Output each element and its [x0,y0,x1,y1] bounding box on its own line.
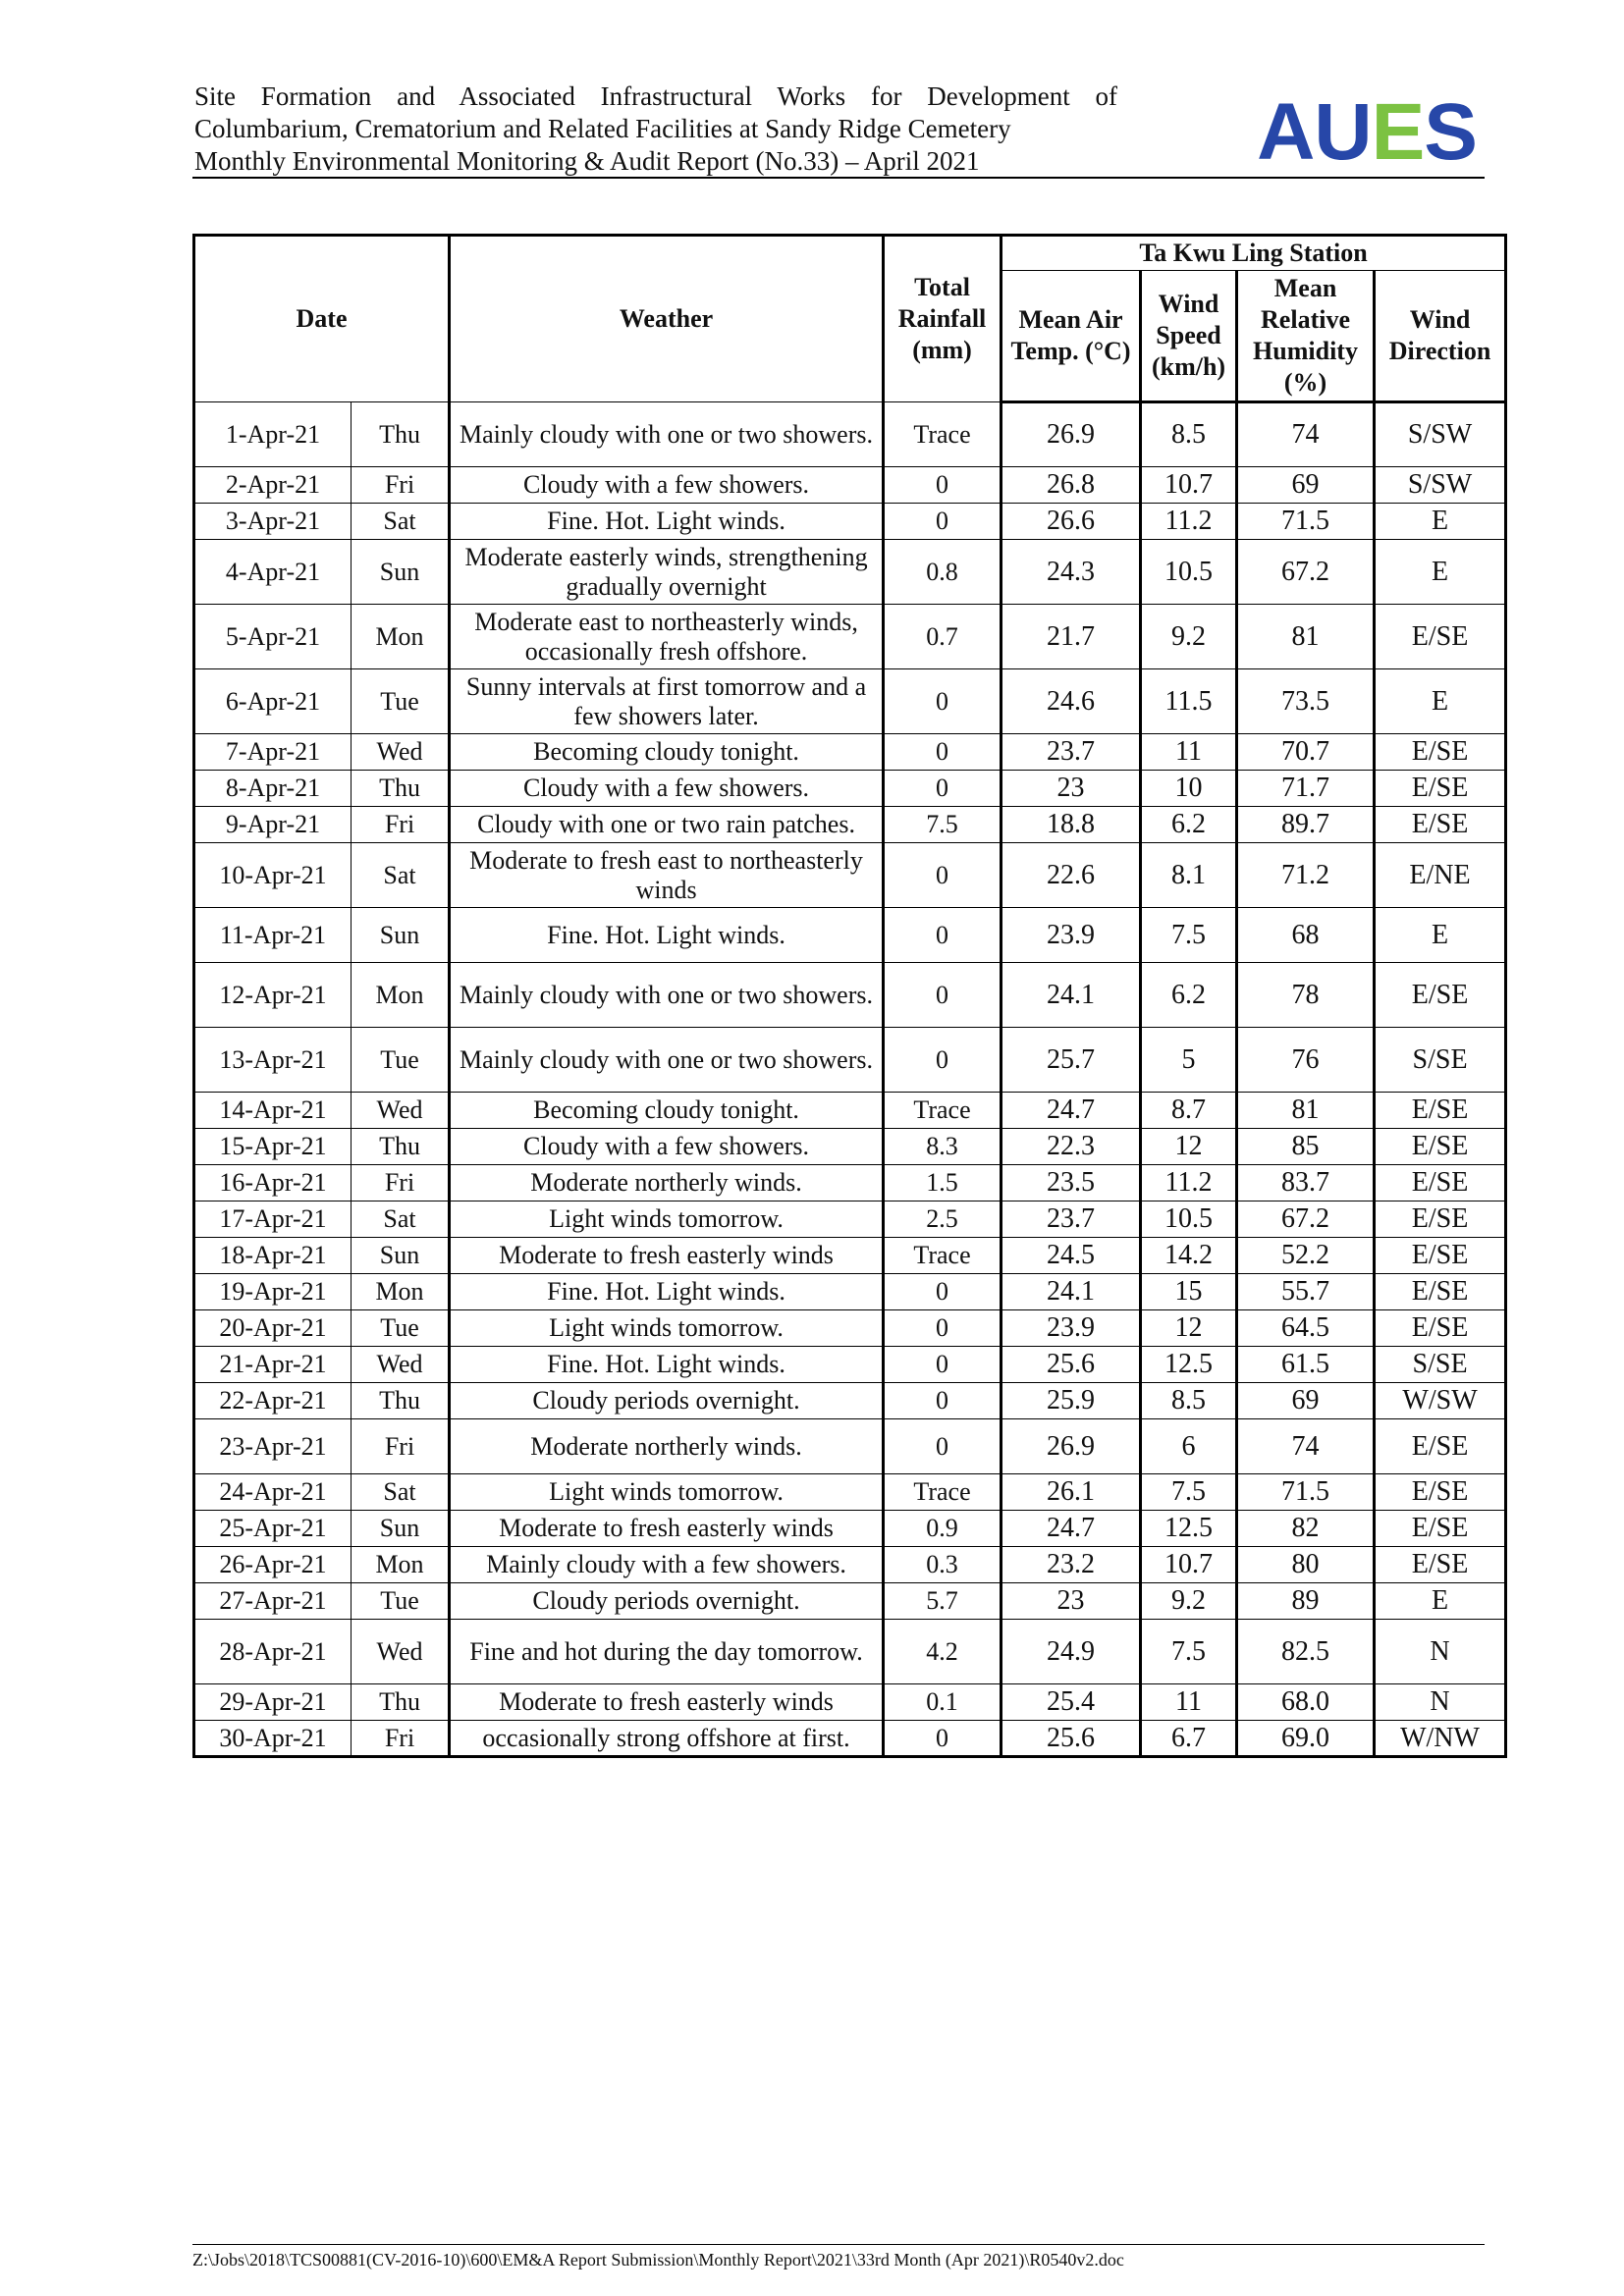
cell-date: 8-Apr-21 [194,771,352,807]
cell-temp: 26.8 [1001,467,1141,504]
table-row [194,1583,1506,1620]
cell-day: Fri [352,1721,450,1757]
cell-rainfall: Trace [884,1474,1001,1511]
cell-humidity: 82 [1237,1511,1375,1547]
cell-day: Wed [352,1093,450,1129]
cell-humidity: 68 [1237,908,1375,963]
cell-day: Sun [352,1511,450,1547]
cell-wind-direction: E/SE [1375,1201,1506,1238]
cell-wind-speed: 12.5 [1141,1347,1237,1383]
cell-day: Mon [352,605,450,669]
report-title-line-2: Columbarium, Crematorium and Related Facilities at Sandy Ridge Cemetery [194,114,1011,143]
cell-temp: 21.7 [1001,605,1141,669]
cell-weather: Cloudy with a few showers. [450,771,884,807]
cell-rainfall: 0 [884,1310,1001,1347]
cell-date: 13-Apr-21 [194,1028,352,1093]
cell-humidity: 70.7 [1237,734,1375,771]
cell-date: 3-Apr-21 [194,504,352,540]
cell-date: 27-Apr-21 [194,1583,352,1620]
cell-rainfall: 0 [884,669,1001,734]
table-row [194,467,1506,504]
table-row [194,669,1506,734]
cell-weather: Cloudy periods overnight. [450,1583,884,1620]
cell-day: Tue [352,1028,450,1093]
logo-text-e: E [1371,87,1425,177]
cell-wind-direction: S/SE [1375,1347,1506,1383]
cell-humidity: 89 [1237,1583,1375,1620]
cell-day: Fri [352,1165,450,1201]
cell-weather: Moderate easterly winds, strengthening gradually overnight [450,540,884,605]
cell-weather: Mainly cloudy with a few showers. [450,1547,884,1583]
cell-humidity: 64.5 [1237,1310,1375,1347]
report-title [194,80,1117,178]
cell-weather: Becoming cloudy tonight. [450,734,884,771]
cell-humidity: 76 [1237,1028,1375,1093]
cell-weather: Moderate to fresh easterly winds [450,1511,884,1547]
cell-date: 6-Apr-21 [194,669,352,734]
header-humidity: Mean Relative Humidity (%) [1237,271,1375,402]
cell-weather: Cloudy with a few showers. [450,467,884,504]
cell-wind-speed: 6.7 [1141,1721,1237,1757]
cell-wind-speed: 6.2 [1141,963,1237,1028]
cell-temp: 26.9 [1001,402,1141,467]
header-station: Ta Kwu Ling Station [1001,236,1506,271]
cell-day: Thu [352,1129,450,1165]
page-header [192,79,1485,179]
cell-wind-speed: 11 [1141,1684,1237,1721]
logo-text-au: AU [1257,87,1372,177]
cell-wind-direction: E/SE [1375,1274,1506,1310]
cell-date: 22-Apr-21 [194,1383,352,1419]
cell-rainfall: 2.5 [884,1201,1001,1238]
cell-humidity: 67.2 [1237,1201,1375,1238]
cell-date: 24-Apr-21 [194,1474,352,1511]
cell-temp: 24.7 [1001,1093,1141,1129]
cell-day: Sat [352,1201,450,1238]
cell-rainfall: Trace [884,402,1001,467]
cell-temp: 23.9 [1001,908,1141,963]
cell-wind-speed: 10.7 [1141,467,1237,504]
cell-humidity: 55.7 [1237,1274,1375,1310]
cell-wind-speed: 10.7 [1141,1547,1237,1583]
cell-humidity: 69.0 [1237,1721,1375,1757]
table-row [194,1474,1506,1511]
cell-temp: 25.7 [1001,1028,1141,1093]
cell-wind-speed: 8.5 [1141,1383,1237,1419]
cell-wind-direction: E/NE [1375,843,1506,908]
cell-temp: 24.1 [1001,963,1141,1028]
cell-rainfall: Trace [884,1093,1001,1129]
cell-temp: 24.3 [1001,540,1141,605]
cell-temp: 23.9 [1001,1310,1141,1347]
table-row [194,1238,1506,1274]
cell-wind-direction: E [1375,908,1506,963]
cell-temp: 25.6 [1001,1347,1141,1383]
cell-date: 10-Apr-21 [194,843,352,908]
cell-day: Sun [352,1238,450,1274]
cell-wind-direction: E/SE [1375,1165,1506,1201]
table-row [194,1165,1506,1201]
cell-wind-speed: 10.5 [1141,1201,1237,1238]
cell-weather: Fine. Hot. Light winds. [450,504,884,540]
cell-wind-speed: 7.5 [1141,908,1237,963]
cell-date: 7-Apr-21 [194,734,352,771]
cell-humidity: 73.5 [1237,669,1375,734]
cell-temp: 26.1 [1001,1474,1141,1511]
cell-wind-speed: 8.5 [1141,402,1237,467]
cell-day: Tue [352,669,450,734]
cell-wind-speed: 9.2 [1141,1583,1237,1620]
cell-day: Sun [352,908,450,963]
cell-rainfall: 0 [884,771,1001,807]
cell-humidity: 74 [1237,1419,1375,1474]
cell-date: 25-Apr-21 [194,1511,352,1547]
table-row [194,1310,1506,1347]
cell-wind-speed: 11.2 [1141,1165,1237,1201]
cell-temp: 23.7 [1001,1201,1141,1238]
cell-weather: Becoming cloudy tonight. [450,1093,884,1129]
cell-humidity: 78 [1237,963,1375,1028]
cell-day: Wed [352,734,450,771]
cell-rainfall: 0 [884,504,1001,540]
table-row [194,1684,1506,1721]
cell-wind-direction: E/SE [1375,734,1506,771]
cell-temp: 23 [1001,1583,1141,1620]
cell-rainfall: 0.8 [884,540,1001,605]
cell-temp: 22.6 [1001,843,1141,908]
header-wind-direction: Wind Direction [1375,271,1506,402]
cell-temp: 24.1 [1001,1274,1141,1310]
cell-temp: 23 [1001,771,1141,807]
cell-temp: 23.2 [1001,1547,1141,1583]
cell-rainfall: 0 [884,843,1001,908]
cell-weather: Fine. Hot. Light winds. [450,1274,884,1310]
cell-humidity: 85 [1237,1129,1375,1165]
cell-weather: Light winds tomorrow. [450,1201,884,1238]
table-row [194,605,1506,669]
header-temp: Mean Air Temp. (°C) [1001,271,1141,402]
cell-wind-direction: E/SE [1375,1419,1506,1474]
cell-day: Sat [352,504,450,540]
cell-day: Sat [352,843,450,908]
cell-weather: Mainly cloudy with one or two showers. [450,402,884,467]
table-row [194,1093,1506,1129]
cell-day: Fri [352,1419,450,1474]
header-wind-speed: Wind Speed (km/h) [1141,271,1237,402]
cell-rainfall: 0 [884,1274,1001,1310]
cell-weather: Cloudy with a few showers. [450,1129,884,1165]
footer-divider [192,2244,1485,2245]
table-row [194,402,1506,467]
cell-humidity: 52.2 [1237,1238,1375,1274]
cell-wind-direction: S/SW [1375,467,1506,504]
cell-temp: 18.8 [1001,807,1141,843]
cell-humidity: 71.2 [1237,843,1375,908]
table-row [194,1721,1506,1757]
cell-temp: 23.7 [1001,734,1141,771]
cell-wind-speed: 10 [1141,771,1237,807]
cell-temp: 25.4 [1001,1684,1141,1721]
table-row [194,504,1506,540]
cell-wind-speed: 7.5 [1141,1620,1237,1684]
cell-wind-speed: 11.2 [1141,504,1237,540]
cell-wind-direction: E/SE [1375,1310,1506,1347]
cell-wind-speed: 11 [1141,734,1237,771]
cell-date: 19-Apr-21 [194,1274,352,1310]
cell-temp: 26.9 [1001,1419,1141,1474]
cell-humidity: 82.5 [1237,1620,1375,1684]
cell-humidity: 67.2 [1237,540,1375,605]
cell-humidity: 69 [1237,467,1375,504]
cell-date: 1-Apr-21 [194,402,352,467]
cell-date: 26-Apr-21 [194,1547,352,1583]
cell-humidity: 74 [1237,402,1375,467]
cell-date: 14-Apr-21 [194,1093,352,1129]
cell-wind-speed: 12 [1141,1129,1237,1165]
cell-humidity: 68.0 [1237,1684,1375,1721]
cell-day: Mon [352,1274,450,1310]
cell-date: 12-Apr-21 [194,963,352,1028]
cell-rainfall: 0.1 [884,1684,1001,1721]
cell-rainfall: 0.3 [884,1547,1001,1583]
cell-date: 15-Apr-21 [194,1129,352,1165]
cell-rainfall: 1.5 [884,1165,1001,1201]
cell-wind-speed: 12.5 [1141,1511,1237,1547]
cell-weather: Moderate to fresh easterly winds [450,1684,884,1721]
cell-date: 4-Apr-21 [194,540,352,605]
table-row [194,1201,1506,1238]
cell-weather: Sunny intervals at first tomorrow and a few showers later. [450,669,884,734]
cell-weather: Moderate to fresh east to northeasterly winds [450,843,884,908]
table-row [194,771,1506,807]
cell-wind-direction: S/SE [1375,1028,1506,1093]
cell-rainfall: 8.3 [884,1129,1001,1165]
cell-day: Thu [352,1684,450,1721]
cell-weather: Moderate northerly winds. [450,1165,884,1201]
cell-day: Thu [352,1383,450,1419]
cell-rainfall: 5.7 [884,1583,1001,1620]
cell-wind-direction: W/SW [1375,1383,1506,1419]
file-path-footer: Z:\Jobs\2018\TCS00881(CV-2016-10)\600\EM&A Report Submission\Monthly Report\2021\33rd Month (Apr 2021)\R0540v2.doc [192,2250,1124,2269]
cell-wind-direction: N [1375,1684,1506,1721]
cell-wind-speed: 14.2 [1141,1238,1237,1274]
cell-wind-direction: E/SE [1375,605,1506,669]
cell-date: 23-Apr-21 [194,1419,352,1474]
header-date: Date [194,236,450,402]
table-row [194,807,1506,843]
table-row [194,1129,1506,1165]
cell-humidity: 81 [1237,605,1375,669]
cell-temp: 25.6 [1001,1721,1141,1757]
cell-date: 30-Apr-21 [194,1721,352,1757]
cell-temp: 26.6 [1001,504,1141,540]
table-row [194,1028,1506,1093]
cell-wind-direction: S/SW [1375,402,1506,467]
cell-humidity: 89.7 [1237,807,1375,843]
cell-date: 11-Apr-21 [194,908,352,963]
cell-wind-direction: W/NW [1375,1721,1506,1757]
logo-text-s: S [1424,87,1477,177]
cell-wind-speed: 12 [1141,1310,1237,1347]
cell-rainfall: 0 [884,1419,1001,1474]
cell-temp: 22.3 [1001,1129,1141,1165]
cell-day: Sun [352,540,450,605]
cell-day: Tue [352,1310,450,1347]
cell-wind-direction: E/SE [1375,1547,1506,1583]
cell-day: Fri [352,807,450,843]
cell-weather: Moderate northerly winds. [450,1419,884,1474]
cell-day: Mon [352,963,450,1028]
cell-wind-direction: E/SE [1375,963,1506,1028]
cell-wind-direction: E/SE [1375,807,1506,843]
cell-weather: Fine and hot during the day tomorrow. [450,1620,884,1684]
cell-wind-direction: E/SE [1375,771,1506,807]
cell-weather: occasionally strong offshore at first. [450,1721,884,1757]
table-row [194,1620,1506,1684]
cell-weather: Cloudy periods overnight. [450,1383,884,1419]
table-row [194,1347,1506,1383]
cell-wind-speed: 10.5 [1141,540,1237,605]
cell-date: 29-Apr-21 [194,1684,352,1721]
report-title-line-1: Site Formation and Associated Infrastructural Works for Development of [194,81,1117,111]
cell-weather: Fine. Hot. Light winds. [450,908,884,963]
table-row [194,1511,1506,1547]
cell-rainfall: 0.9 [884,1511,1001,1547]
cell-humidity: 81 [1237,1093,1375,1129]
cell-rainfall: 0.7 [884,605,1001,669]
cell-rainfall: 4.2 [884,1620,1001,1684]
cell-date: 2-Apr-21 [194,467,352,504]
table-row [194,1547,1506,1583]
table-row [194,734,1506,771]
cell-day: Sat [352,1474,450,1511]
cell-humidity: 83.7 [1237,1165,1375,1201]
cell-temp: 23.5 [1001,1165,1141,1201]
cell-rainfall: 0 [884,734,1001,771]
table-body [194,402,1506,1757]
cell-weather: Light winds tomorrow. [450,1474,884,1511]
cell-wind-speed: 8.7 [1141,1093,1237,1129]
cell-wind-direction: E/SE [1375,1129,1506,1165]
cell-wind-speed: 15 [1141,1274,1237,1310]
cell-wind-direction: E/SE [1375,1238,1506,1274]
table-row [194,1274,1506,1310]
cell-weather: Fine. Hot. Light winds. [450,1347,884,1383]
cell-day: Thu [352,402,450,467]
cell-humidity: 61.5 [1237,1347,1375,1383]
cell-wind-direction: E [1375,1583,1506,1620]
cell-temp: 24.9 [1001,1620,1141,1684]
cell-wind-speed: 7.5 [1141,1474,1237,1511]
cell-day: Thu [352,771,450,807]
cell-rainfall: 0 [884,1347,1001,1383]
cell-date: 9-Apr-21 [194,807,352,843]
header-weather: Weather [450,236,884,402]
cell-wind-direction: E/SE [1375,1511,1506,1547]
cell-wind-direction: E [1375,669,1506,734]
cell-humidity: 71.7 [1237,771,1375,807]
cell-humidity: 69 [1237,1383,1375,1419]
aues-logo [1257,87,1477,177]
cell-day: Wed [352,1347,450,1383]
table-header-row-1 [194,236,1506,271]
cell-rainfall: 0 [884,1028,1001,1093]
cell-weather: Mainly cloudy with one or two showers. [450,963,884,1028]
cell-wind-speed: 9.2 [1141,605,1237,669]
cell-temp: 24.6 [1001,669,1141,734]
weather-table [192,234,1507,1758]
cell-rainfall: 0 [884,1383,1001,1419]
cell-wind-direction: E [1375,540,1506,605]
cell-weather: Moderate to fresh easterly winds [450,1238,884,1274]
table-row [194,1383,1506,1419]
table-row [194,1419,1506,1474]
cell-date: 21-Apr-21 [194,1347,352,1383]
cell-wind-direction: E [1375,504,1506,540]
cell-wind-speed: 5 [1141,1028,1237,1093]
cell-weather: Mainly cloudy with one or two showers. [450,1028,884,1093]
cell-date: 28-Apr-21 [194,1620,352,1684]
cell-rainfall: 0 [884,1721,1001,1757]
cell-rainfall: 0 [884,467,1001,504]
cell-wind-direction: E/SE [1375,1474,1506,1511]
cell-day: Tue [352,1583,450,1620]
table-row [194,540,1506,605]
cell-date: 18-Apr-21 [194,1238,352,1274]
cell-wind-speed: 6.2 [1141,807,1237,843]
cell-weather: Light winds tomorrow. [450,1310,884,1347]
cell-rainfall: 0 [884,908,1001,963]
cell-temp: 24.7 [1001,1511,1141,1547]
table-row [194,908,1506,963]
table-row [194,843,1506,908]
cell-date: 16-Apr-21 [194,1165,352,1201]
cell-wind-direction: N [1375,1620,1506,1684]
cell-weather: Cloudy with one or two rain patches. [450,807,884,843]
cell-day: Mon [352,1547,450,1583]
cell-humidity: 71.5 [1237,504,1375,540]
cell-wind-speed: 6 [1141,1419,1237,1474]
cell-humidity: 80 [1237,1547,1375,1583]
cell-day: Wed [352,1620,450,1684]
cell-date: 17-Apr-21 [194,1201,352,1238]
cell-wind-speed: 8.1 [1141,843,1237,908]
cell-date: 5-Apr-21 [194,605,352,669]
cell-wind-direction: E/SE [1375,1093,1506,1129]
cell-rainfall: Trace [884,1238,1001,1274]
cell-day: Fri [352,467,450,504]
cell-wind-speed: 11.5 [1141,669,1237,734]
cell-date: 20-Apr-21 [194,1310,352,1347]
table-row [194,963,1506,1028]
cell-temp: 25.9 [1001,1383,1141,1419]
header-rainfall: Total Rainfall (mm) [884,236,1001,402]
cell-temp: 24.5 [1001,1238,1141,1274]
report-title-line-3: Monthly Environmental Monitoring & Audit Report (No.33) – April 2021 [194,146,980,176]
cell-rainfall: 0 [884,963,1001,1028]
cell-humidity: 71.5 [1237,1474,1375,1511]
cell-weather: Moderate east to northeasterly winds, occasionally fresh offshore. [450,605,884,669]
cell-rainfall: 7.5 [884,807,1001,843]
